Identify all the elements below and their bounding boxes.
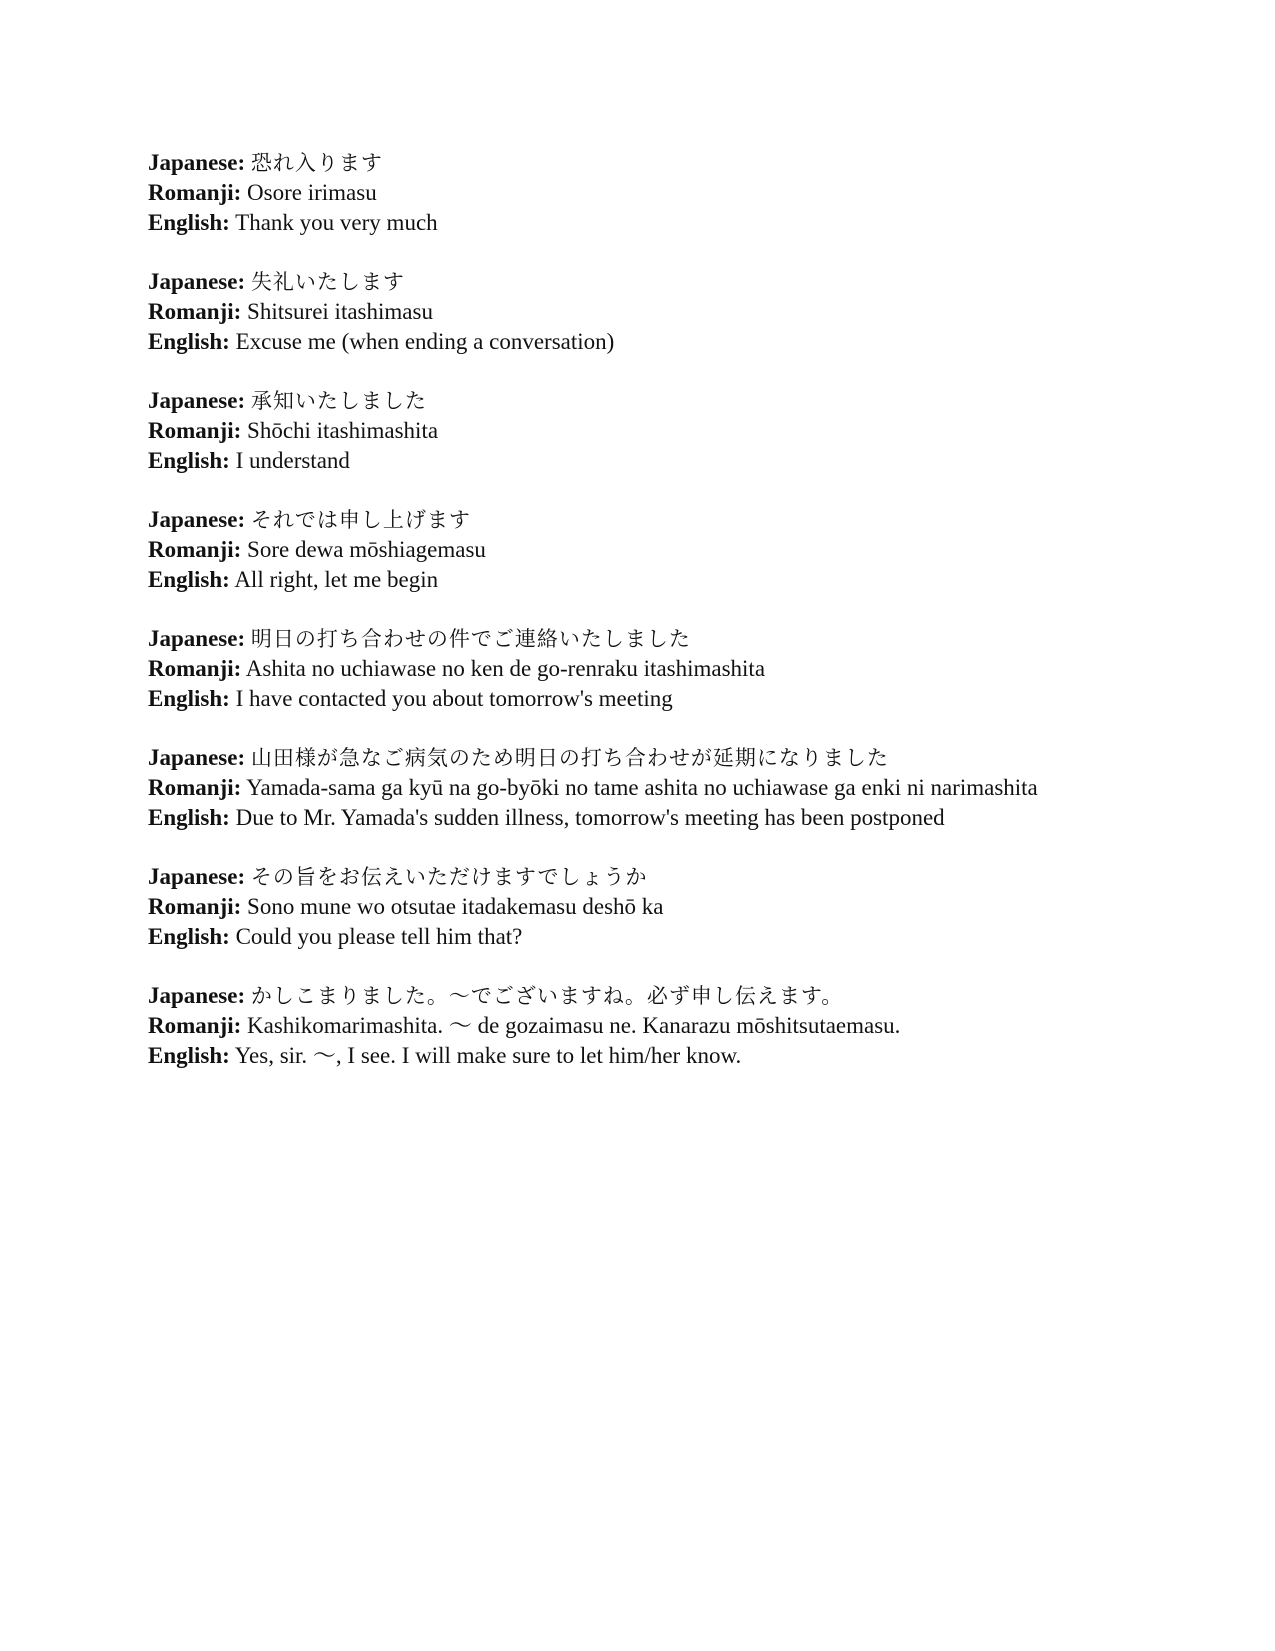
english-label: English: [148, 567, 230, 592]
japanese-text: かしこまりました。〜でございますね。必ず申し伝えます。 [250, 984, 844, 1008]
english-label: English: [148, 448, 230, 473]
romanji-text: Kashikomarimashita. 〜 de gozaimasu ne. Kanarazu mōshitsutaemasu. [247, 1013, 901, 1038]
english-text: Thank you very much [235, 210, 438, 235]
romanji-text: Osore irimasu [247, 180, 377, 205]
phrase-entry [148, 386, 1238, 476]
english-line [148, 446, 1238, 476]
english-line [148, 922, 1238, 952]
japanese-text: 明日の打ち合わせの件でご連絡いたしました [250, 627, 691, 651]
romanji-label: Romanji: [148, 299, 242, 324]
japanese-text: 山田様が急なご病気のため明日の打ち合わせが延期になりました [250, 746, 889, 770]
japanese-label: Japanese: [148, 388, 246, 413]
romanji-line [148, 773, 1238, 803]
japanese-line [148, 862, 1238, 892]
romanji-line [148, 1011, 1238, 1041]
romanji-text: Sore dewa mōshiagemasu [247, 537, 486, 562]
japanese-text: 恐れ入ります [250, 151, 383, 175]
romanji-label: Romanji: [148, 894, 242, 919]
english-label: English: [148, 805, 230, 830]
japanese-text: 承知いたしました [250, 389, 427, 413]
english-line [148, 803, 1238, 833]
document-page [148, 148, 1238, 1100]
romanji-text: Sono mune wo otsutae itadakemasu deshō ka [247, 894, 664, 919]
japanese-label: Japanese: [148, 745, 246, 770]
english-text: Due to Mr. Yamada's sudden illness, tomorrow's meeting has been postponed [235, 805, 945, 830]
english-label: English: [148, 329, 230, 354]
romanji-label: Romanji: [148, 1013, 242, 1038]
japanese-text: 失礼いたします [250, 270, 405, 294]
english-text: Could you please tell him that? [235, 924, 523, 949]
english-line [148, 684, 1238, 714]
japanese-label: Japanese: [148, 507, 246, 532]
phrase-entry [148, 267, 1238, 357]
english-label: English: [148, 686, 230, 711]
japanese-label: Japanese: [148, 150, 246, 175]
english-line [148, 1041, 1238, 1071]
romanji-text: Shōchi itashimashita [247, 418, 439, 443]
english-label: English: [148, 1043, 230, 1068]
japanese-line [148, 981, 1238, 1011]
romanji-text: Ashita no uchiawase no ken de go-renraku itashimashita [245, 656, 766, 681]
japanese-line [148, 743, 1238, 773]
japanese-line [148, 386, 1238, 416]
english-text: All right, let me begin [234, 567, 439, 592]
phrase-entry [148, 981, 1238, 1071]
phrase-entry [148, 743, 1238, 833]
english-text: Excuse me (when ending a conversation) [235, 329, 615, 354]
romanji-text: Yamada-sama ga kyū na go-byōki no tame ashita no uchiawase ga enki ni narimashita [246, 775, 1038, 800]
romanji-line [148, 297, 1238, 327]
phrase-entry [148, 505, 1238, 595]
phrase-entry [148, 862, 1238, 952]
romanji-label: Romanji: [148, 775, 242, 800]
japanese-label: Japanese: [148, 864, 246, 889]
romanji-line [148, 178, 1238, 208]
romanji-label: Romanji: [148, 418, 242, 443]
english-text: I have contacted you about tomorrow's meeting [235, 686, 673, 711]
english-text: I understand [235, 448, 350, 473]
english-line [148, 208, 1238, 238]
phrase-entry [148, 624, 1238, 714]
english-label: English: [148, 924, 230, 949]
romanji-line [148, 535, 1238, 565]
japanese-line [148, 505, 1238, 535]
romanji-label: Romanji: [148, 656, 242, 681]
phrase-entry [148, 148, 1238, 238]
romanji-label: Romanji: [148, 537, 242, 562]
english-line [148, 327, 1238, 357]
romanji-line [148, 654, 1238, 684]
english-label: English: [148, 210, 230, 235]
japanese-line [148, 267, 1238, 297]
japanese-label: Japanese: [148, 626, 246, 651]
japanese-line [148, 624, 1238, 654]
romanji-line [148, 416, 1238, 446]
romanji-line [148, 892, 1238, 922]
romanji-label: Romanji: [148, 180, 242, 205]
japanese-label: Japanese: [148, 269, 246, 294]
japanese-label: Japanese: [148, 983, 246, 1008]
japanese-text: それでは申し上げます [250, 508, 471, 532]
japanese-text: その旨をお伝えいただけますでしょうか [250, 865, 648, 889]
romanji-text: Shitsurei itashimasu [247, 299, 433, 324]
english-line [148, 565, 1238, 595]
english-text: Yes, sir. 〜, I see. I will make sure to let him/her know. [234, 1043, 742, 1068]
japanese-line [148, 148, 1238, 178]
